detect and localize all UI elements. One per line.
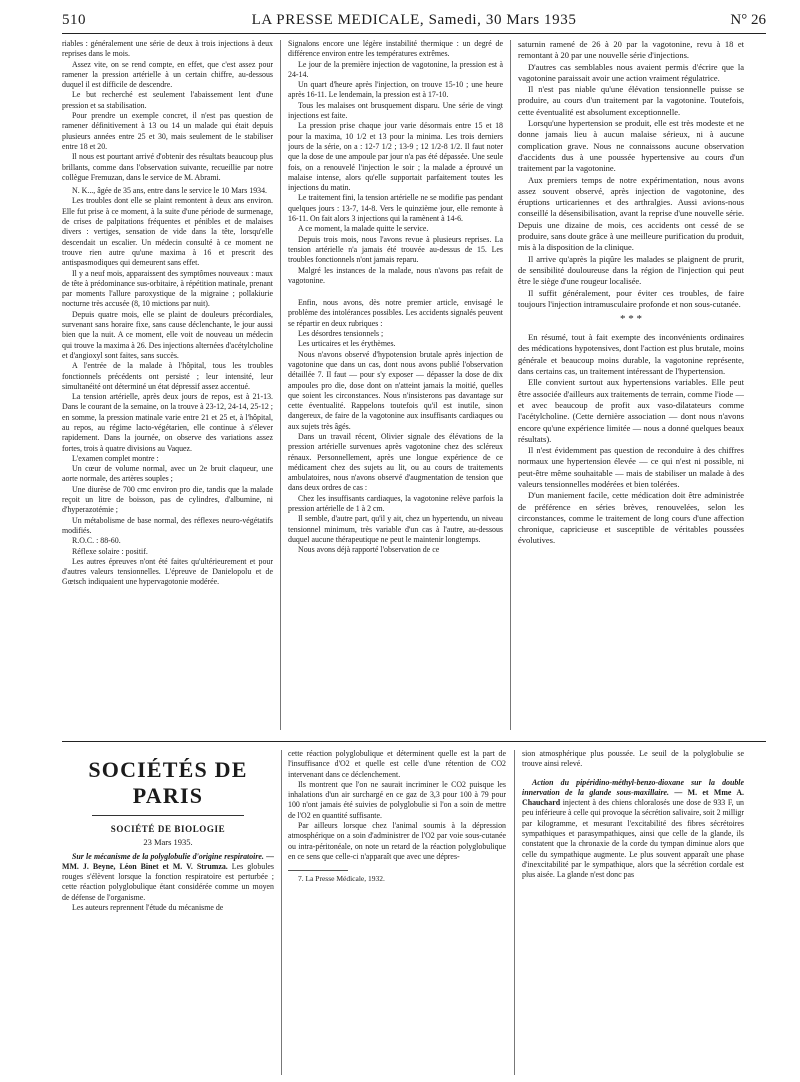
- paragraph: Nous n'avons observé d'hypotension brutale après injection de vagotonine que dans un cas, dont nous avons publié l'observation détaillée 7. Il faut — pour s'y exposer — dépasser la dose de dix ampoules pro die, dose dont on n'atteint jamais la moitié, quelles que soient les circonstances. Nous n'insisterons pas davantage sur cette éventualité. Rappelons toutefois qu'il est inutile, sinon dangereux, de faire de la vagotonine aux insuffisants cardiaques ou aux sujets très âgés.: [288, 349, 503, 431]
- societes-column-2: [288, 749, 506, 1075]
- issue-number: N° 26: [730, 12, 766, 28]
- column-divider: [281, 750, 282, 1075]
- paragraph: saturnin ramené de 26 à 20 par la vagotonine, revu à 18 et remontant à 20 par une nouvelle série d'injections.: [518, 39, 744, 61]
- journal-title: LA PRESSE MEDICALE, Samedi, 30 Mars 1935: [251, 12, 577, 28]
- paragraph: Les urticaires et les érythèmes.: [298, 339, 396, 349]
- meeting-date: 23 Mars 1935.: [143, 837, 193, 848]
- paragraph: Il arrive qu'après la piqûre les malades se plaignent de prurit, de sensibilité douloureuse dans la région de l'injection qui peut être le siège d'une rougeur localisée.: [518, 253, 744, 287]
- article-title: Sur le mécanisme de la polyglobulie d'origine respiratoire.: [72, 851, 264, 861]
- column-3: [518, 39, 744, 736]
- article-authors: — MM. J. Beyne, Léon Binet et M. V. Strumza.: [62, 851, 274, 871]
- paragraph: Dans un travail récent, Olivier signale des élévations de la pression artérielle survenues après vagotonine chez des scléreux rénaux. Personnellement, après une longue expérience de ce médicament chez des sujets au lit, ou au cours de traitements ambulatoires, nous n'avons observé d'augmentation de tension que dans deux ordres de cas :: [288, 431, 503, 493]
- article-authors: — M. et Mme A. Chauchard: [522, 787, 744, 808]
- paragraph: Malgré les instances de la malade, nous n'avons pas refait de vagotonine.: [288, 265, 503, 285]
- paragraph: Depuis trois mois, nous l'avons revue à plusieurs reprises. La tension artérielle n'a jamais été trouvée au-dessus de 15. Les troubles fonctionnels n'ont jamais reparu.: [288, 234, 503, 265]
- paragraph: Il y a neuf mois, apparaissent des symptômes nouveaux : maux de tête à prédominance sus-orbitaire, à répétition matinale, prenant par moments l'allure paroxystique de la migraine ; pollakiurie nocturne très accusée (8, 10 mictions par nuit).: [62, 268, 273, 309]
- societes-column-1: [62, 749, 274, 1075]
- paragraph: Un cœur de volume normal, avec un 2e bruit claqueur, une aorte normale, des artères souples ;: [62, 464, 273, 484]
- header-rule: [62, 33, 766, 34]
- column-divider: [514, 750, 515, 1075]
- paragraph: Chez les insuffisants cardiaques, la vagotonine relève parfois la pression artérielle de 1 à 2 cm.: [288, 493, 503, 514]
- article-text: injectent à des chiens chloralosés une dose de 933 F, un peu inférieure à celle qui provoque la sécrétion salivaire, soit 2 milligr par kilogramme, et mesurant l'excitabilité des fibres sécrétoires sympathiques et parasympathiques, ainsi que celle de la glande, ils constatent que la chronaxie de la corde du tympan diminue alors que celle du sympathique augmente. Le plus souvent apparaît une phase d'inexcitabilité par le sympathique, alors que la sécrétion cordale est plus aisée. La glande n'est donc pas: [522, 798, 744, 880]
- footnote: 7. La Presse Médicale, 1932.: [298, 874, 385, 884]
- section-heading: SOCIÉTÉS DE PARIS: [88, 757, 248, 808]
- paragraph: Réflexe solaire : positif.: [72, 546, 148, 556]
- paragraph: Les désordres tensionnels ;: [298, 329, 384, 339]
- paragraph: R.O.C. : 88-60.: [72, 536, 121, 546]
- paragraph: Une diurèse de 700 cmc environ pro die, tandis que la malade reçoit un litre de boisson, pas de cylindres, d'albumine, ni d'hyperazotémie ;: [62, 484, 273, 515]
- paragraph: Il semble, d'autre part, qu'il y ait, chez un hypertendu, un niveau tensionnel minimum, très variable d'un cas à l'autre, au-dessous duquel aucune thérapeutique ne peut le maintenir longtemps.: [288, 514, 503, 544]
- paragraph: Il nous est pourtant arrivé d'obtenir des résultats beaucoup plus brillants, comme dans l'observation suivante, recueillie par notre collègue Fremuzan, dans le service de M. Abrami.: [62, 152, 273, 182]
- paragraph: riables : généralement une série de deux à trois injections à deux reprises dans le mois.: [62, 39, 273, 59]
- section-rule: [62, 741, 766, 742]
- paragraph: Depuis quatre mois, elle se plaint de douleurs précordiales, survenant sans horaire fixe, sans cause déclenchante, le jour aussi bien que la nuit. A ce moment, elle voit de nouveau un médecin qui trouve la maxima à 26. Des injections alternées d'acétylcholine et d'angioxyl sont faites, sans succès.: [62, 309, 273, 360]
- paragraph: Signalons encore une légère instabilité thermique : un degré de différence environ entre les températures extrêmes.: [288, 39, 503, 59]
- page-header: [62, 12, 766, 32]
- paragraph: La tension artérielle, après deux jours de repos, est à 21-13. Dans le courant de la semaine, on la trouve à 23-12, 24-14, 25-12 ; en somme, la pression matinale varie entre 21 et 25 et, à l'hôpital, au repos, au régime lacto-végétarien, elle continue à s'élever rapidement. Dans la journée, on observe des variations assez fortes, trois à quatre divisions au Vaquez.: [62, 392, 273, 453]
- paragraph: A l'entrée de la malade à l'hôpital, tous les troubles fonctionnels précédents ont persisté ; leur intensité, leur simultanéité ont déterminé un état dépressif assez accentué.: [62, 361, 273, 391]
- paragraph: L'examen complet montre :: [72, 453, 159, 463]
- societes-column-3: [522, 749, 744, 1075]
- heading-rule: [92, 815, 244, 816]
- paragraph: Un métabolisme de base normal, des réflexes neuro-végétatifs modifiés.: [62, 515, 273, 535]
- society-name: SOCIÉTÉ DE BIOLOGIE: [110, 824, 226, 834]
- paragraph: En résumé, tout à fait exempte des inconvénients ordinaires des médications hypotensives, dont l'action est plus brutale, moins générale et beaucoup moins durable, la vagotonine représente, dans certains cas, un traitement intéressant de l'hypertension.: [518, 332, 744, 377]
- paragraph: sion atmosphérique plus poussée. Le seuil de la polyglobulie se trouve ainsi relevé.: [522, 749, 744, 769]
- paragraph: Les auteurs reprennent l'étude du mécanisme de: [72, 903, 224, 913]
- paragraph: Assez vite, on se rend compte, en effet, que c'est assez pour ramener la pression artérielle à un certain chiffre, au-dessous duquel il est difficile de descendre.: [62, 59, 273, 90]
- paragraph: Le but recherché est seulement l'abaissement lent d'une pression et sa stabilisation.: [62, 90, 273, 110]
- column-1: [62, 39, 273, 736]
- paragraph: N. K..., âgée de 35 ans, entre dans le service le 10 Mars 1934.: [72, 186, 268, 196]
- paragraph: Les autres épreuves n'ont été faites qu'ultérieurement et pour d'autres valeurs tensionnelles. L'épreuve de Danielopolu et de Gœtsch indiquaient une hypervagotonie modérée.: [62, 556, 273, 587]
- paragraph: Par ailleurs lorsque chez l'animal soumis à la dépression atmosphérique on a soin d'administrer de l'O2 par voie sous-cutanée ou intra-péritonéale, on note un retard de la réaction polyglobulique en ce sens que celle-ci n'apparaît que avec une dépres-: [288, 821, 506, 861]
- footnote-rule: [288, 870, 348, 871]
- page-number: 510: [62, 12, 86, 28]
- paragraph: Enfin, nous avons, dès notre premier article, envisagé le problème des intolérances possibles. Les accidents signalés peuvent se répartir en deux rubriques :: [288, 298, 503, 328]
- column-divider: [510, 40, 511, 730]
- column-divider: [280, 40, 281, 730]
- paragraph: Il n'est évidemment pas question de reconduire à des chiffres normaux une hypertension élevée — ce qui n'est ni possible, ni peut-être même souhaitable — mais de stabiliser un malade à des valeurs tensionnelles modérées et bien tolérées.: [518, 445, 744, 489]
- paragraph: D'un maniement facile, cette médication doit être administrée de préférence en séries brèves, renouvelées, selon les circonstances, comme le traitement de long cours d'une affection chronique, capricieuse et susceptible de véritables poussées évolutives.: [518, 490, 744, 546]
- column-2: [288, 39, 503, 736]
- paragraph: Elle convient surtout aux hypertensions variables. Elle peut être associée d'ailleurs aux traitements de terrain, comme l'iode — et avec beaucoup de profit aux vaso-dilatateurs comme l'acétylcholine. (Cette dernière association — dont nous n'avons encore qu'une expérience limitée — nous a donné quelques beaux résultats).: [518, 377, 744, 444]
- paragraph: Aux premiers temps de notre expérimentation, nous avons assez souvent observé, après injection de vagotonine, des éruptions urticariennes et des arthralgies. Aussi avions-nous conseillé la désensibilisation, avant la reprise d'une nouvelle série. Depuis une dizaine de mois, ces accidents ont cessé de se produire, sans doute grâce à une meilleure purification du produit, mis à la disposition de la clinique.: [518, 174, 744, 253]
- paragraph: Tous les malaises ont brusquement disparu. Une série de vingt injections est faite.: [288, 100, 503, 121]
- paragraph: Il suffit généralement, pour éviter ces troubles, de faire toujours l'injection intramusculaire profonde et non sous-cutanée.: [518, 287, 744, 309]
- paragraph: Il n'est pas niable qu'une élévation tensionnelle puisse se produire, au cours d'un traitement par la vagotonine. Toutefois, cette éventualité est absolument exceptionnelle.: [518, 84, 744, 117]
- paragraph: Ils montrent que l'on ne saurait incriminer le CO2 puisque les inhalations d'un air surchargé en ce gaz de 3,3 pour 100 à 79 pour 100 n'ont jamais été suivies de polyglobulie si l'on a soin de mettre de l'O2 en quantité suffisante.: [288, 779, 506, 820]
- paragraph: D'autres cas semblables nous avaient permis d'écrire que la vagotonine paraissait avoir une action vraiment régulatrice.: [518, 61, 744, 83]
- paragraph: A ce moment, la malade quitte le service.: [298, 224, 429, 234]
- paragraph: Pour prendre un exemple concret, il n'est pas question de ramener définitivement à 13 ou 14 un malade qui était depuis plusieurs années entre 25 et 30, mais seulement de le stabiliser entre 18 et 20.: [62, 111, 273, 151]
- paragraph: Nous avons déjà rapporté l'observation de ce: [298, 545, 440, 555]
- article-paragraph: [522, 778, 744, 881]
- paragraph: Les troubles dont elle se plaint remontent à deux ans environ. Elle fut prise à ce moment, à la suite d'une période de surmenage, de crises de palpitations fréquentes et pénibles et de malaises divers : vertiges, sensation de vide dans la tête, lorsqu'elle descendait un escalier. Un médecin consulté à ce moment ne trouve rien autre qu'une maxima à 16 et prescrit des antispasmodiques qui demeurent sans effet.: [62, 196, 273, 268]
- paragraph: La pression prise chaque jour varie désormais entre 15 et 18 pour la maxima, 10 1/2 et 13 pour la minima. Les trois derniers jours de la série, on a : 12-7 1/2 ; 13-9 ; 12 1/2-8 1/2. Il faut noter que la dose de une ampoule par jour n'a pas été dépassée. Une seule fois, on a renouvelé l'injection le soir ; la malade a éprouvé un malaise intense, alors qu'elle supportait parfaitement toutes les injections du matin.: [288, 121, 503, 193]
- paragraph: Un quart d'heure après l'injection, on trouve 15-10 ; une heure après 16-11. Le lendemain, la pression est à 17-10.: [288, 80, 503, 100]
- article-title: Action du pipéridino-méthyl-benzo-dioxane sur la double innervation de la glande sous-maxillaire.: [522, 777, 744, 797]
- article-paragraph: [62, 852, 274, 903]
- paragraph: Le jour de la première injection de vagotonine, la pression est à 24-14.: [288, 59, 503, 79]
- paragraph: Le traitement fini, la tension artérielle ne se modifie pas pendant quelques jours : 13-7, 14-8. Vers le quinzième jour, elle remonte à 16-11. On fait alors 3 injections qui la ramènent à 14-6.: [288, 193, 503, 224]
- paragraph: cette réaction polyglobulique et déterminent quelle est la part de l'insuffisance d'O2 et quelle est celle d'une rétention de CO2 intervenant dans ce déclenchement.: [288, 749, 506, 779]
- article-text: Les globules rouges s'élèvent lorsque la fonction respiratoire est perturbée ; cette réaction polyglobulique étant considérée comme un moyen de défense de l'organisme.: [62, 861, 274, 902]
- section-separator-stars: * * *: [620, 313, 642, 326]
- paragraph: Lorsqu'une hypertension se produit, elle est très modeste et ne donne jamais lieu à aucun malaise sérieux, ni à aucune complication grave. Nous ne connaissons aucune observation d'accidents dus à une poussée hypertensive au cours d'un traitement par la vagotonine.: [518, 118, 744, 174]
